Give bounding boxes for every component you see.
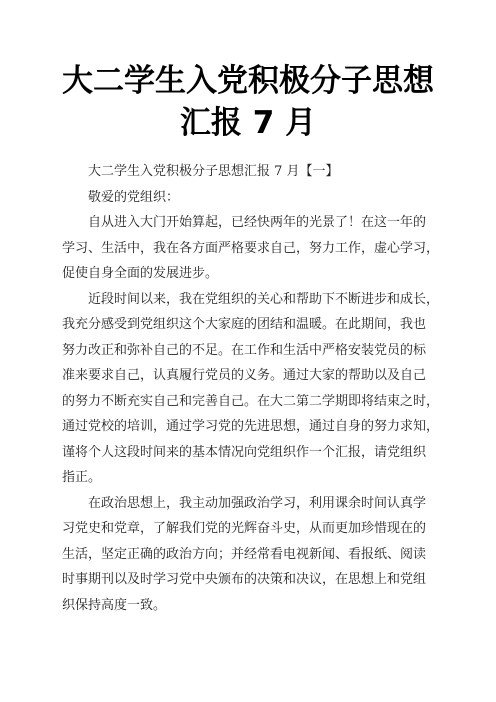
page-title-line-1: 大二学生入党积极分子思想 — [62, 63, 434, 99]
text-line: 学习、生活中，我在各方面严格要求自己，努力工作，虚心学习， — [62, 240, 440, 256]
document-body — [62, 159, 456, 618]
text-line: 生活，坚定正确的政治方向；并经常看电视新闻、看报纸、阅读 — [62, 546, 427, 562]
text-line: 近段时间以来，我在党组织的关心和帮助下不断进步和成长， — [88, 291, 440, 307]
text-line: 织保持高度一致。 — [62, 597, 167, 613]
text-line: 我充分感受到党组织这个大家庭的团结和温暖。在此期间，我也 — [62, 317, 427, 332]
text-line: 时事期刊以及时学习党中央颁布的决策和决议，在思想上和党组 — [62, 572, 427, 587]
text-line: 的努力不断充实自己和完善自己。在大二第二学期即将结束之时， — [62, 393, 440, 409]
text-line: 通过党校的培训，通过学习党的先进思想，通过自身的努力求知， — [62, 419, 440, 434]
text-line: 努力改正和弥补自己的不足。在工作和生活中严格安装党员的标 — [62, 342, 427, 358]
text-line: 促使自身全面的发展进步。 — [62, 266, 219, 281]
text-line: 自从进入大门开始算起，已经快两年的光景了！在这一年的 — [88, 215, 427, 230]
text-line: 敬爱的党组织： — [88, 189, 180, 205]
text-line: 在政治思想上，我主动加强政治学习，利用课余时间认真学 — [88, 495, 427, 511]
text-line: 指正。 — [62, 470, 102, 485]
text-line: 准来要求自己，认真履行党员的义务。通过大家的帮助以及自己 — [62, 368, 427, 383]
text-line: 大二学生入党积极分子思想汇报 7 月【一】 — [88, 164, 339, 179]
text-line: 习党史和党章，了解我们党的光辉奋斗史，从而更加珍惜现在的 — [62, 521, 427, 536]
text-line: 谨将个人这段时间来的基本情况向党组织作一个汇报，请党组织 — [62, 444, 427, 460]
page-title-line-2: 汇报 7 月 — [179, 105, 317, 141]
